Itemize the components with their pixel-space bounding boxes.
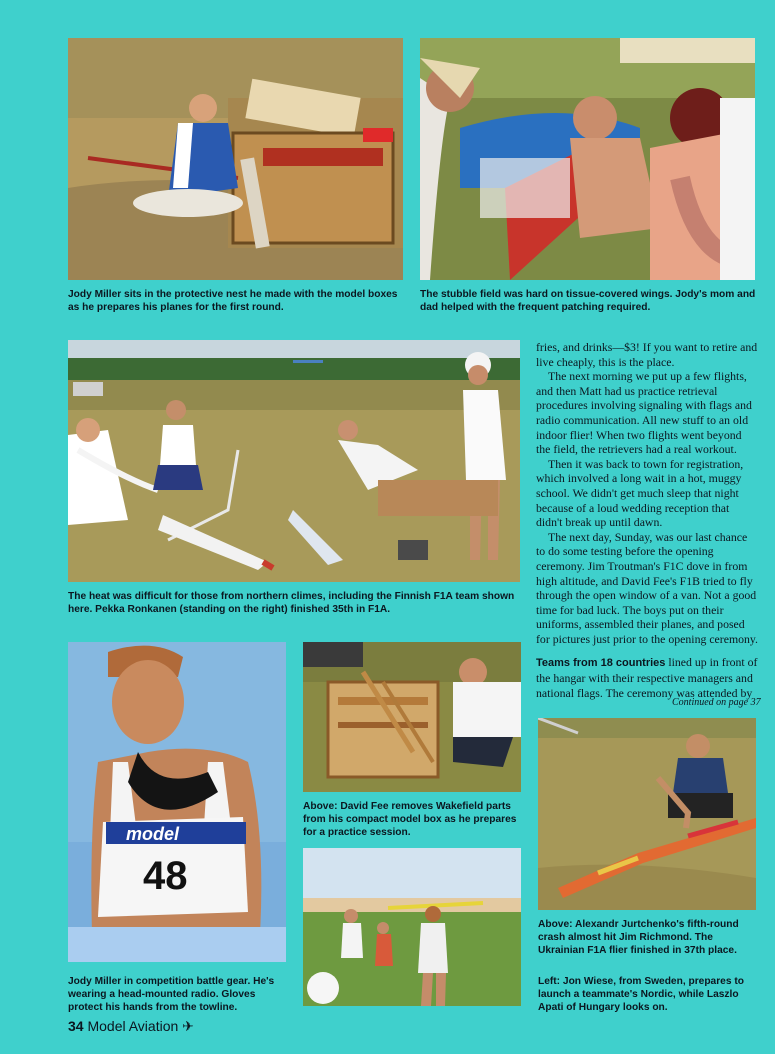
article-paragraph: The next day, Sunday, was our last chance to do some testing before the opening ceremony. Jim Troutman's F1C dove in from high altitude, and David Fee's F1B tried to fly through the open window of a van. Not a good time for bad luck. The boys put on their uniforms, assembled their planes, and posed for pictures just prior to the opening ceremony. [536,529,759,646]
airplane-icon: ✈ [182,1018,194,1034]
magazine-name: Model Aviation [87,1018,179,1034]
caption-jody-nest: Jody Miller sits in the protective nest he made with the model boxes as he prepares his planes for the first round. [68,289,398,313]
photo-finnish-team [68,340,520,582]
photo-jody-battle-gear [68,642,286,962]
photo-wiese-launch [303,848,521,1006]
page-folio [68,1018,194,1035]
photo-fee-model-box [303,642,521,792]
article-paragraph [536,655,758,700]
page-number: 34 [68,1018,84,1034]
article-body [536,340,758,700]
caption-crash: Above: Alexandr Jurtchenko's fifth-round crash almost hit Jim Richmond. The Ukrainian F1A flier finished in 37th place. [538,919,739,956]
photo-crash [538,718,756,910]
photo-stubble-field [420,38,755,280]
caption-stubble-field: The stubble field was hard on tissue-covered wings. Jody's mom and dad helped with the frequent patching required. [420,289,756,313]
article-paragraph-rest: lined up in front of the hangar with their respective managers and national flags. The ceremony was attended by [536,655,758,700]
article-lead-in: Teams from 18 countries [536,657,666,670]
continued-note: Continued on page 37 [672,697,761,708]
caption-jody-battle-gear: Jody Miller in competition battle gear. He's wearing a head-mounted radio. Gloves protect his hands from the towline. [68,976,275,1013]
photo-jody-nest [68,38,403,280]
race-bib-number: 48 [143,854,188,898]
caption-fee-model-box: Above: David Fee removes Wakefield parts from his compact model box as he prepares for a practice session. [303,801,517,838]
race-bib-brand: model [126,824,180,844]
article-paragraph: Then it was back to town for registration, which involved a long wait in a hot, muggy school. We didn't get much sleep that night because of a loud wedding reception that didn't break up until dawn. [536,456,744,530]
caption-wiese-launch: Left: Jon Wiese, from Sweden, prepares to launch a teammate's Nordic, while Laszlo Apati of Hungary looks on. [538,976,744,1013]
caption-finnish-team: The heat was difficult for those from northern climes, including the Finnish F1A team shown here. Pekka Ronkanen (standing on the right) finished 35th in F1A. [68,591,515,615]
article-paragraph: fries, and drinks—$3! If you want to retire and live cheaply, this is the place. [536,340,758,369]
article-paragraph: The next morning we put up a few flights, and then Matt had us practice retrieval procedures involving signaling with flags and radio communication. All new stuff to an old indoor flier! When two flights went beyond the field, the retrievers had a real workout. [536,369,752,457]
